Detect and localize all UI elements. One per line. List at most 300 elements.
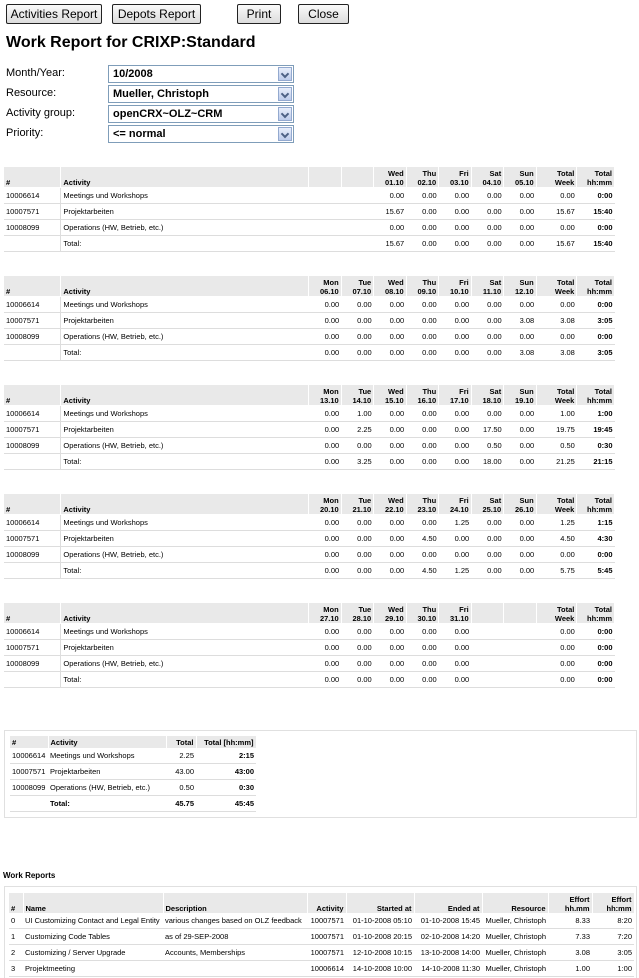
- header-text: Total: [556, 278, 575, 287]
- day-date: 17.10: [449, 396, 469, 405]
- col-header-total-hhmm: [577, 276, 615, 297]
- day-total-value: 0.00: [341, 345, 374, 361]
- day-value: 0.00: [374, 220, 407, 236]
- total-value: 43.00: [166, 764, 196, 780]
- chevron-down-icon[interactable]: [278, 107, 292, 121]
- day-date: 02.10: [417, 178, 437, 187]
- day-value: 0.00: [504, 220, 537, 236]
- table-row: [4, 220, 615, 236]
- total-label: Total:: [61, 454, 309, 470]
- day-date: 28.10: [352, 614, 372, 623]
- toolbar: [6, 4, 636, 24]
- filter-row: [6, 65, 296, 83]
- activity-name: Meetings und Workshops: [61, 406, 309, 422]
- work-reports-title: Work Reports: [3, 871, 56, 880]
- day-total-value: 0.00: [439, 454, 472, 470]
- col-header-day: [374, 385, 407, 406]
- work-report-col-header: [592, 893, 634, 913]
- total-label: Total:: [61, 345, 309, 361]
- day-total-value: 0.00: [504, 563, 537, 579]
- table-row: [4, 656, 615, 672]
- day-value: 0.00: [471, 406, 504, 422]
- work-report-col-header: Description: [163, 893, 307, 913]
- activity-number: 10008099: [4, 220, 61, 236]
- day-name: Fri: [459, 387, 469, 396]
- col-header-num: #: [4, 276, 61, 297]
- activity-number: 10008099: [4, 656, 61, 672]
- summary-col-header: Activity: [48, 736, 166, 748]
- day-value: 0.00: [374, 406, 407, 422]
- day-value: 0.00: [406, 438, 439, 454]
- day-name: Mon: [323, 496, 339, 505]
- week-table: [4, 494, 615, 579]
- work-report-cell: 3:05: [592, 945, 634, 961]
- day-name: Tue: [358, 605, 372, 614]
- day-total-value: 0.00: [406, 236, 439, 252]
- col-header-num: #: [4, 167, 61, 188]
- chevron-down-icon[interactable]: [278, 67, 292, 81]
- day-total-value: 0.00: [374, 672, 407, 688]
- day-value: 0.00: [341, 640, 374, 656]
- activity-name: Operations (HW, Betrieb, etc.): [61, 329, 309, 345]
- activity-number: 10007571: [4, 313, 61, 329]
- header-text: Total: [594, 278, 612, 287]
- day-value: 0.00: [374, 547, 407, 563]
- total-hhmm-value: 3:05: [577, 345, 615, 361]
- col-header-day: [439, 167, 472, 188]
- table-row: [4, 515, 615, 531]
- day-value: 0.00: [504, 438, 537, 454]
- day-total-value: 0.00: [309, 563, 342, 579]
- col-header-total-week: [536, 494, 577, 515]
- activity-number: 10007571: [4, 531, 61, 547]
- day-value: 0.00: [341, 313, 374, 329]
- work-reports-panel: [4, 886, 637, 978]
- day-value: 0.00: [439, 624, 472, 640]
- header-text: Week: [554, 178, 575, 187]
- work-report-cell: Accounts, Memberships: [163, 945, 307, 961]
- col-header-day: [504, 167, 537, 188]
- filter-row: [6, 85, 296, 103]
- total-hhmm-value: 4:30: [577, 531, 615, 547]
- activity-number: 10007571: [10, 764, 48, 780]
- day-value: 0.00: [504, 297, 537, 313]
- activity-name: Projektarbeiten: [61, 422, 309, 438]
- total-week-value: 3.08: [536, 345, 577, 361]
- activity-number: 10008099: [4, 329, 61, 345]
- table-row: [9, 961, 634, 977]
- col-header-day: [309, 603, 342, 624]
- day-value: 0.00: [374, 297, 407, 313]
- activities-report-button[interactable]: Activities Report: [6, 4, 102, 24]
- day-value: 0.00: [374, 515, 407, 531]
- day-date: 01.10: [384, 178, 404, 187]
- filter-select[interactable]: [108, 105, 294, 123]
- total-hhmm-value: 0:00: [577, 624, 615, 640]
- work-report-cell: 02-10-2008 14:20: [414, 929, 482, 945]
- total-row-spacer: [4, 345, 61, 361]
- table-row: [4, 422, 615, 438]
- total-hhmm-value: 15:40: [577, 204, 615, 220]
- day-value: 0.00: [439, 531, 472, 547]
- total-value: 2.25: [166, 748, 196, 764]
- filter-select[interactable]: [108, 125, 294, 143]
- activity-number: 10007571: [4, 422, 61, 438]
- filter-select[interactable]: [108, 65, 294, 83]
- day-name: Tue: [358, 387, 372, 396]
- work-report-col-header: Activity: [307, 893, 346, 913]
- total-week-value: 0.00: [536, 188, 577, 204]
- work-report-cell: 0: [9, 913, 23, 929]
- activity-name: Meetings und Workshops: [48, 748, 166, 764]
- activity-name: Projektarbeiten: [61, 531, 309, 547]
- day-value: 0.00: [406, 188, 439, 204]
- day-total-value: [309, 236, 342, 252]
- day-date: 14.10: [352, 396, 372, 405]
- day-name: Wed: [388, 496, 404, 505]
- work-report-cell: 7.33: [548, 929, 592, 945]
- day-value: 0.00: [406, 640, 439, 656]
- table-row: [4, 438, 615, 454]
- day-value: 0.00: [504, 515, 537, 531]
- day-date: 05.10: [514, 178, 534, 187]
- day-value: 0.00: [374, 422, 407, 438]
- header-text: Week: [554, 614, 575, 623]
- work-report-cell: 01-10-2008 15:45: [414, 913, 482, 929]
- day-value: 0.00: [471, 220, 504, 236]
- total-hhmm-value: 15:40: [577, 236, 615, 252]
- day-value: 0.00: [406, 204, 439, 220]
- activity-number: 10006614: [4, 188, 61, 204]
- table-row: [4, 640, 615, 656]
- total-week-value: 1.00: [536, 406, 577, 422]
- day-value: 0.00: [406, 422, 439, 438]
- work-report-cell: 12-10-2008 10:15: [346, 945, 414, 961]
- week-table: [4, 385, 615, 470]
- work-report-cell: as of 29-SEP-2008: [163, 929, 307, 945]
- day-date: 30.10: [417, 614, 437, 623]
- activity-name: Projektarbeiten: [48, 764, 166, 780]
- day-value: 0.00: [374, 640, 407, 656]
- day-date: 19.10: [514, 396, 534, 405]
- col-header-day: [471, 603, 504, 624]
- day-value: 0.00: [309, 313, 342, 329]
- day-name: Wed: [388, 605, 404, 614]
- day-total-value: 3.25: [341, 454, 374, 470]
- day-date: 21.10: [352, 505, 372, 514]
- header-text: hh:mm: [587, 287, 612, 296]
- col-header-day: [374, 603, 407, 624]
- total-hhmm-value: 0:00: [577, 220, 615, 236]
- work-report-cell: UI Customizing Contact and Legal Entity: [23, 913, 163, 929]
- day-date: 13.10: [319, 396, 339, 405]
- filter-row: [6, 105, 296, 123]
- total-hhmm-value: 0:00: [577, 656, 615, 672]
- week-table: [4, 276, 615, 361]
- day-date: 06.10: [319, 287, 339, 296]
- day-value: 0.00: [406, 406, 439, 422]
- day-name: Sat: [489, 387, 502, 396]
- total-label: Total:: [61, 672, 309, 688]
- day-date: 20.10: [319, 505, 339, 514]
- day-name: Fri: [459, 605, 469, 614]
- activity-name: Projektarbeiten: [61, 204, 309, 220]
- col-header-total-week: [536, 603, 577, 624]
- col-header-day: [374, 276, 407, 297]
- work-report-cell: 10006614: [307, 961, 346, 977]
- total-label: Total:: [48, 796, 166, 812]
- day-value: 0.00: [439, 220, 472, 236]
- day-value: 0.00: [309, 531, 342, 547]
- header-text: Total: [556, 605, 575, 614]
- day-value: 0.00: [439, 438, 472, 454]
- day-value: [341, 220, 374, 236]
- col-header-total-hhmm: [577, 167, 615, 188]
- day-value: [341, 204, 374, 220]
- col-header-day: [309, 494, 342, 515]
- day-value: 0.00: [504, 204, 537, 220]
- day-value: [504, 640, 537, 656]
- table-row: [10, 748, 256, 764]
- activity-name: Meetings und Workshops: [61, 297, 309, 313]
- day-total-value: 0.00: [406, 454, 439, 470]
- total-week-value: 0.00: [536, 672, 577, 688]
- col-header-day: [504, 385, 537, 406]
- activity-name: Operations (HW, Betrieb, etc.): [61, 656, 309, 672]
- summary-col-header: Total: [166, 736, 196, 748]
- col-header-day: [309, 167, 342, 188]
- total-label: Total:: [61, 563, 309, 579]
- work-report-col-header: Started at: [346, 893, 414, 913]
- day-name: Sun: [519, 387, 534, 396]
- work-report-cell: 8.33: [548, 913, 592, 929]
- day-name: Sat: [489, 496, 502, 505]
- day-date: 07.10: [352, 287, 372, 296]
- work-report-col-header: [548, 893, 592, 913]
- day-name: Fri: [459, 496, 469, 505]
- table-row: [4, 624, 615, 640]
- activity-name: Projektarbeiten: [61, 640, 309, 656]
- total-row: [4, 236, 615, 252]
- work-report-cell: 10007571: [307, 945, 346, 961]
- col-header-day: [504, 603, 537, 624]
- col-header-num: #: [4, 494, 61, 515]
- chevron-down-icon[interactable]: [278, 127, 292, 141]
- total-week-value: 0.00: [536, 640, 577, 656]
- day-total-value: 0.00: [374, 563, 407, 579]
- work-report-col-header: Resource: [482, 893, 548, 913]
- day-value: 17.50: [471, 422, 504, 438]
- day-total-value: 0.00: [504, 236, 537, 252]
- day-name: Mon: [323, 278, 339, 287]
- day-value: 0.00: [309, 640, 342, 656]
- day-value: [341, 188, 374, 204]
- header-text: hh:mm: [587, 614, 612, 623]
- total-week-value: 4.50: [536, 531, 577, 547]
- work-report-cell: Mueller, Christoph: [482, 913, 548, 929]
- day-date: 08.10: [384, 287, 404, 296]
- col-header-activity: Activity: [61, 167, 309, 188]
- work-report-cell: Mueller, Christoph: [482, 945, 548, 961]
- day-date: 29.10: [384, 614, 404, 623]
- day-total-value: [341, 236, 374, 252]
- filter-value: 10/2008: [113, 68, 153, 80]
- day-name: Thu: [422, 496, 437, 505]
- total-week-value: 0.50: [536, 438, 577, 454]
- day-total-value: 0.00: [439, 236, 472, 252]
- col-header-day: [471, 494, 504, 515]
- work-report-cell: 1:00: [592, 961, 634, 977]
- work-report-cell: 1.00: [548, 961, 592, 977]
- day-name: Wed: [388, 278, 404, 287]
- day-value: 0.00: [406, 547, 439, 563]
- activity-name: Projektarbeiten: [61, 313, 309, 329]
- total-hhmm-value: 19:45: [577, 422, 615, 438]
- day-value: 0.00: [374, 313, 407, 329]
- day-name: Sun: [519, 278, 534, 287]
- chevron-down-icon[interactable]: [278, 87, 292, 101]
- activity-number: 10007571: [4, 640, 61, 656]
- day-total-value: 0.00: [471, 236, 504, 252]
- total-week-value: 0.00: [536, 329, 577, 345]
- activity-number: 10006614: [4, 297, 61, 313]
- day-value: 0.00: [439, 204, 472, 220]
- col-header-day: [504, 494, 537, 515]
- total-hhmm-value: 0:00: [577, 640, 615, 656]
- day-value: 0.00: [309, 515, 342, 531]
- depots-report-button[interactable]: Depots Report: [112, 4, 201, 24]
- table-row: [4, 547, 615, 563]
- col-header-day: [309, 276, 342, 297]
- day-value: 0.00: [406, 297, 439, 313]
- work-report-cell: Customizing Code Tables: [23, 929, 163, 945]
- day-total-value: 0.00: [471, 345, 504, 361]
- col-header-day: [406, 167, 439, 188]
- filter-value: openCRX~OLZ~CRM: [113, 108, 223, 120]
- day-date: 22.10: [384, 505, 404, 514]
- table-row: [9, 929, 634, 945]
- col-header-day: [374, 167, 407, 188]
- day-value: [471, 640, 504, 656]
- day-total-value: 0.00: [471, 563, 504, 579]
- work-report-cell: [163, 961, 307, 977]
- total-hhmm-value: 1:15: [577, 515, 615, 531]
- day-total-value: 0.00: [439, 672, 472, 688]
- activity-name: Meetings und Workshops: [61, 515, 309, 531]
- total-row-spacer: [10, 796, 48, 812]
- print-button[interactable]: Print: [237, 4, 281, 24]
- filter-label: Month/Year:: [6, 67, 65, 79]
- header-text: Effort: [611, 895, 632, 904]
- col-header-activity: Activity: [61, 276, 309, 297]
- total-week-value: 0.00: [536, 297, 577, 313]
- activity-number: 10006614: [4, 624, 61, 640]
- total-hhmm-value: 3:05: [577, 313, 615, 329]
- filter-select[interactable]: [108, 85, 294, 103]
- day-total-value: [471, 672, 504, 688]
- day-value: 0.00: [341, 515, 374, 531]
- work-reports-table: [9, 893, 635, 977]
- day-name: Wed: [388, 387, 404, 396]
- day-name: Tue: [358, 496, 372, 505]
- day-value: 0.00: [309, 329, 342, 345]
- summary-col-header: #: [10, 736, 48, 748]
- work-report-cell: 7:20: [592, 929, 634, 945]
- day-name: Sat: [489, 278, 502, 287]
- day-value: 0.00: [439, 406, 472, 422]
- total-hhmm-value: 1:00: [577, 406, 615, 422]
- activity-number: 10008099: [10, 780, 48, 796]
- total-week-value: 3.08: [536, 313, 577, 329]
- total-hhmm-value: 0:00: [577, 547, 615, 563]
- total-week-value: 0.00: [536, 656, 577, 672]
- activity-number: 10006614: [10, 748, 48, 764]
- header-text: Week: [554, 287, 575, 296]
- col-header-day: [341, 167, 374, 188]
- col-header-activity: Activity: [61, 494, 309, 515]
- activity-name: Operations (HW, Betrieb, etc.): [61, 220, 309, 236]
- header-text: Total: [594, 496, 612, 505]
- filter-value: <= normal: [113, 128, 166, 140]
- day-value: 0.00: [341, 656, 374, 672]
- day-total-value: 0.00: [439, 345, 472, 361]
- total-label: Total:: [61, 236, 309, 252]
- close-button[interactable]: Close: [298, 4, 349, 24]
- col-header-day: [341, 603, 374, 624]
- filter-row: [6, 125, 296, 143]
- work-report-cell: 1: [9, 929, 23, 945]
- total-week-value: 0.00: [536, 220, 577, 236]
- day-value: 2.25: [341, 422, 374, 438]
- header-text: Total: [556, 496, 575, 505]
- work-report-cell: 10007571: [307, 913, 346, 929]
- activity-name: Operations (HW, Betrieb, etc.): [48, 780, 166, 796]
- header-text: Total: [594, 387, 612, 396]
- day-total-value: 0.00: [341, 563, 374, 579]
- day-total-value: 0.00: [406, 345, 439, 361]
- total-hhmm-value: 0:00: [577, 188, 615, 204]
- table-row: [9, 913, 634, 929]
- work-report-cell: 10007571: [307, 929, 346, 945]
- table-row: [4, 531, 615, 547]
- col-header-day: [439, 385, 472, 406]
- total-week-value: 1.25: [536, 515, 577, 531]
- day-value: 3.08: [504, 313, 537, 329]
- day-value: 0.00: [309, 297, 342, 313]
- page-title: Work Report for CRIXP:Standard: [6, 34, 256, 51]
- header-text: hh:mm: [606, 904, 632, 913]
- activity-number: 10007571: [4, 204, 61, 220]
- day-name: Sun: [519, 169, 534, 178]
- col-header-day: [439, 276, 472, 297]
- day-value: 0.00: [471, 547, 504, 563]
- total-hhmm-value: 0:00: [577, 297, 615, 313]
- filter-label: Priority:: [6, 127, 44, 139]
- day-value: 0.00: [406, 624, 439, 640]
- day-date: 26.10: [514, 505, 534, 514]
- day-value: 0.00: [406, 656, 439, 672]
- activity-number: 10006614: [4, 515, 61, 531]
- col-header-day: [341, 385, 374, 406]
- work-report-col-header: Name: [23, 893, 163, 913]
- day-value: 0.00: [406, 329, 439, 345]
- col-header-day: [439, 494, 472, 515]
- day-date: 18.10: [482, 396, 502, 405]
- day-value: 0.00: [406, 313, 439, 329]
- table-row: [4, 406, 615, 422]
- col-header-activity: Activity: [61, 385, 309, 406]
- day-total-value: 0.00: [309, 345, 342, 361]
